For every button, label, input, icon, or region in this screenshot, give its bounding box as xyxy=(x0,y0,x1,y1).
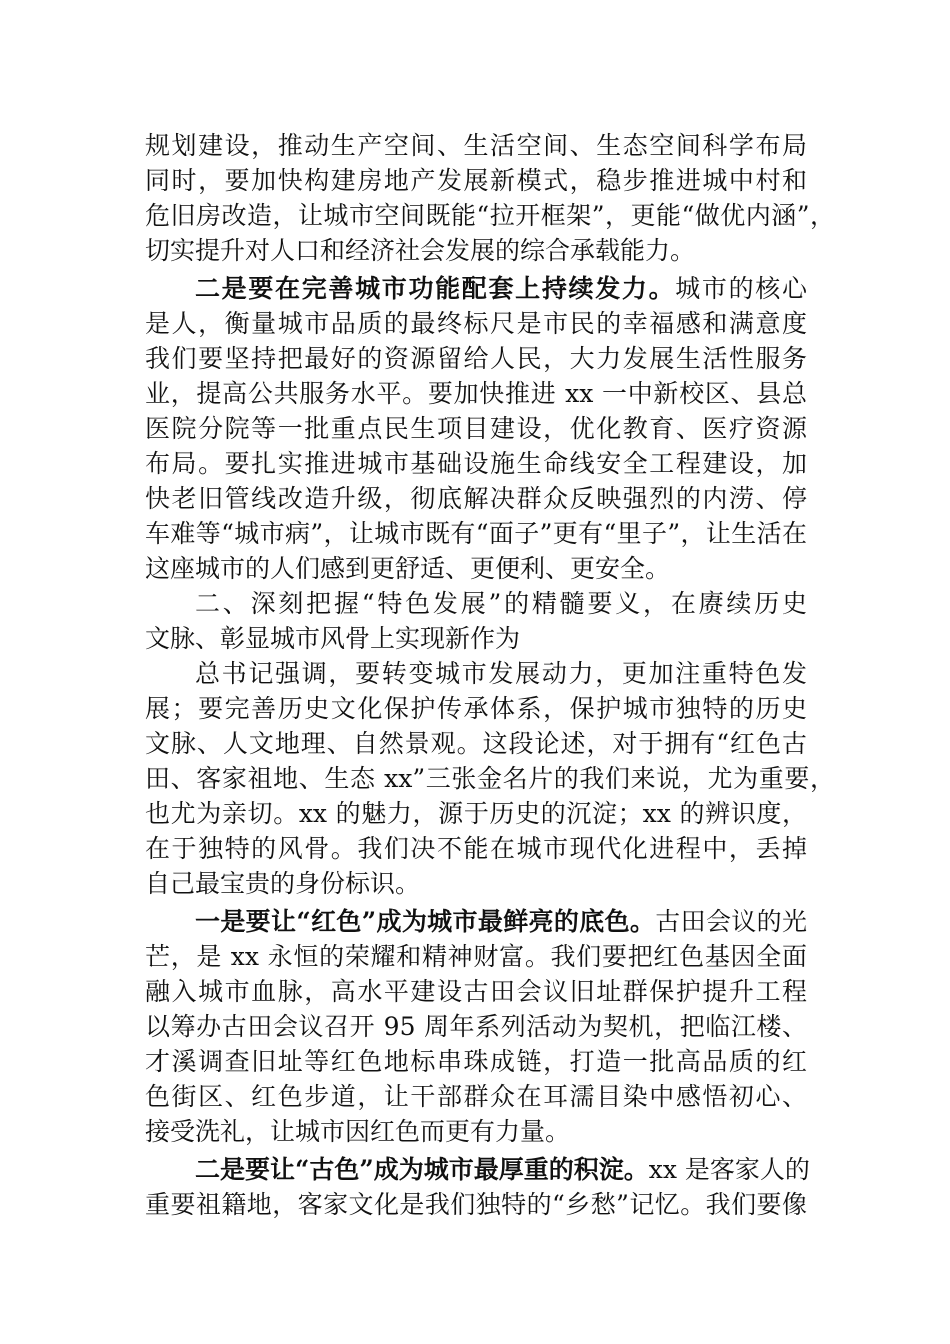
text-line xyxy=(145,1187,807,1222)
line-text: xx 是客家人的 xyxy=(648,1155,810,1184)
text-line xyxy=(145,128,807,163)
text-line xyxy=(145,481,807,516)
text-line xyxy=(145,1044,807,1079)
line-text: 以筹办古田会议召开 95 周年系列活动为契机，把临江楼、 xyxy=(145,1012,807,1041)
line-text: 同时，要加快构建房地产发展新模式，稳步推进城中村和 xyxy=(145,166,807,195)
text-line xyxy=(145,866,807,901)
text-line xyxy=(145,904,807,939)
text-line xyxy=(145,726,807,761)
line-text: 古田会议的光 xyxy=(655,907,807,936)
section-heading-line xyxy=(145,586,807,621)
line-text: 切实提升对人口和经济社会发展的综合承载能力。 xyxy=(145,236,696,265)
line-text: 城市的核心 xyxy=(675,274,807,303)
text-line xyxy=(145,446,807,481)
line-text: 总书记强调，要转变城市发展动力，更加注重特色发 xyxy=(195,659,807,688)
text-line xyxy=(145,198,835,233)
section-heading: 二、深刻把握“特色发展”的精髓要义，在赓续历史 xyxy=(195,589,807,618)
line-text: 车难等“城市病”，让城市既有“面子”更有“里子”，让生活在 xyxy=(145,519,807,548)
section-heading-line xyxy=(145,621,807,656)
line-text: 我们要坚持把最好的资源留给人民，大力发展生活性服务 xyxy=(145,344,807,373)
text-line xyxy=(145,233,807,268)
text-line xyxy=(145,831,807,866)
line-text: 快老旧管线改造升级，彻底解决群众反映强烈的内涝、停 xyxy=(145,484,807,513)
line-text: 才溪调查旧址等红色地标串珠成链，打造一批高品质的红 xyxy=(145,1047,807,1076)
line-text: 布局。要扎实推进城市基础设施生命线安全工程建设，加 xyxy=(145,449,807,478)
text-line xyxy=(145,163,807,198)
text-line xyxy=(145,796,807,831)
line-text: 文脉、人文地理、自然景观。这段论述，对于拥有“红色古 xyxy=(145,729,807,758)
line-text: 规划建设，推动生产空间、生活空间、生态空间科学布局 xyxy=(145,131,807,160)
line-text: 也尤为亲切。xx 的魅力，源于历史的沉淀；xx 的辨识度， xyxy=(145,799,807,828)
line-text: 自己最宝贵的身份标识。 xyxy=(145,869,421,898)
text-line xyxy=(145,1079,807,1114)
text-line xyxy=(145,411,807,446)
text-line xyxy=(145,691,807,726)
line-text: 这座城市的人们感到更舒适、更便利、更安全。 xyxy=(145,554,671,583)
line-text: 色街区、红色步道，让干部群众在耳濡目染中感悟初心、 xyxy=(145,1082,807,1111)
line-text: 重要祖籍地，客家文化是我们独特的“乡愁”记忆。我们要像 xyxy=(145,1190,807,1219)
line-text: 是人，衡量城市品质的最终标尺是市民的幸福感和满意度 xyxy=(145,309,807,338)
text-line xyxy=(145,1009,807,1044)
text-line xyxy=(145,974,807,1009)
line-text-mixed xyxy=(195,271,807,306)
line-text-mixed xyxy=(195,1152,810,1187)
text-line xyxy=(145,656,807,691)
paragraph-heading: 二是要让“古色”成为城市最厚重的积淀。 xyxy=(195,1155,649,1184)
document-body xyxy=(145,128,835,1222)
text-line xyxy=(145,516,807,551)
line-text: 展；要完善历史文化保护传承体系，保护城市独特的历史 xyxy=(145,694,807,723)
text-line xyxy=(145,306,807,341)
line-text: 田、客家祖地、生态 xx”三张金名片的我们来说，尤为重要， xyxy=(145,764,835,793)
text-line xyxy=(145,761,835,796)
line-text: 芒，是 xx 永恒的荣耀和精神财富。我们要把红色基因全面 xyxy=(145,942,807,971)
line-text-mixed xyxy=(195,904,807,939)
paragraph-heading: 一是要让“红色”成为城市最鲜亮的底色。 xyxy=(195,907,656,936)
line-text: 医院分院等一批重点民生项目建设，优化教育、医疗资源 xyxy=(145,414,807,443)
text-line xyxy=(145,341,807,376)
section-heading: 文脉、彰显城市风骨上实现新作为 xyxy=(145,624,521,653)
paragraph-heading: 二是要在完善城市功能配套上持续发力。 xyxy=(195,274,676,303)
line-text: 在于独特的风骨。我们决不能在城市现代化进程中，丢掉 xyxy=(145,834,807,863)
text-line xyxy=(145,1114,807,1149)
text-line xyxy=(145,939,807,974)
text-line xyxy=(145,376,807,411)
line-text: 接受洗礼，让城市因红色而更有力量。 xyxy=(145,1117,571,1146)
text-line xyxy=(145,551,807,586)
line-text: 危旧房改造，让城市空间既能“拉开框架”，更能“做优内涵”， xyxy=(145,201,835,230)
text-line xyxy=(145,1152,810,1187)
line-text: 业，提高公共服务水平。要加快推进 xx 一中新校区、县总 xyxy=(145,379,807,408)
text-line xyxy=(145,271,807,306)
line-text: 融入城市血脉，高水平建设古田会议旧址群保护提升工程 xyxy=(145,977,807,1006)
